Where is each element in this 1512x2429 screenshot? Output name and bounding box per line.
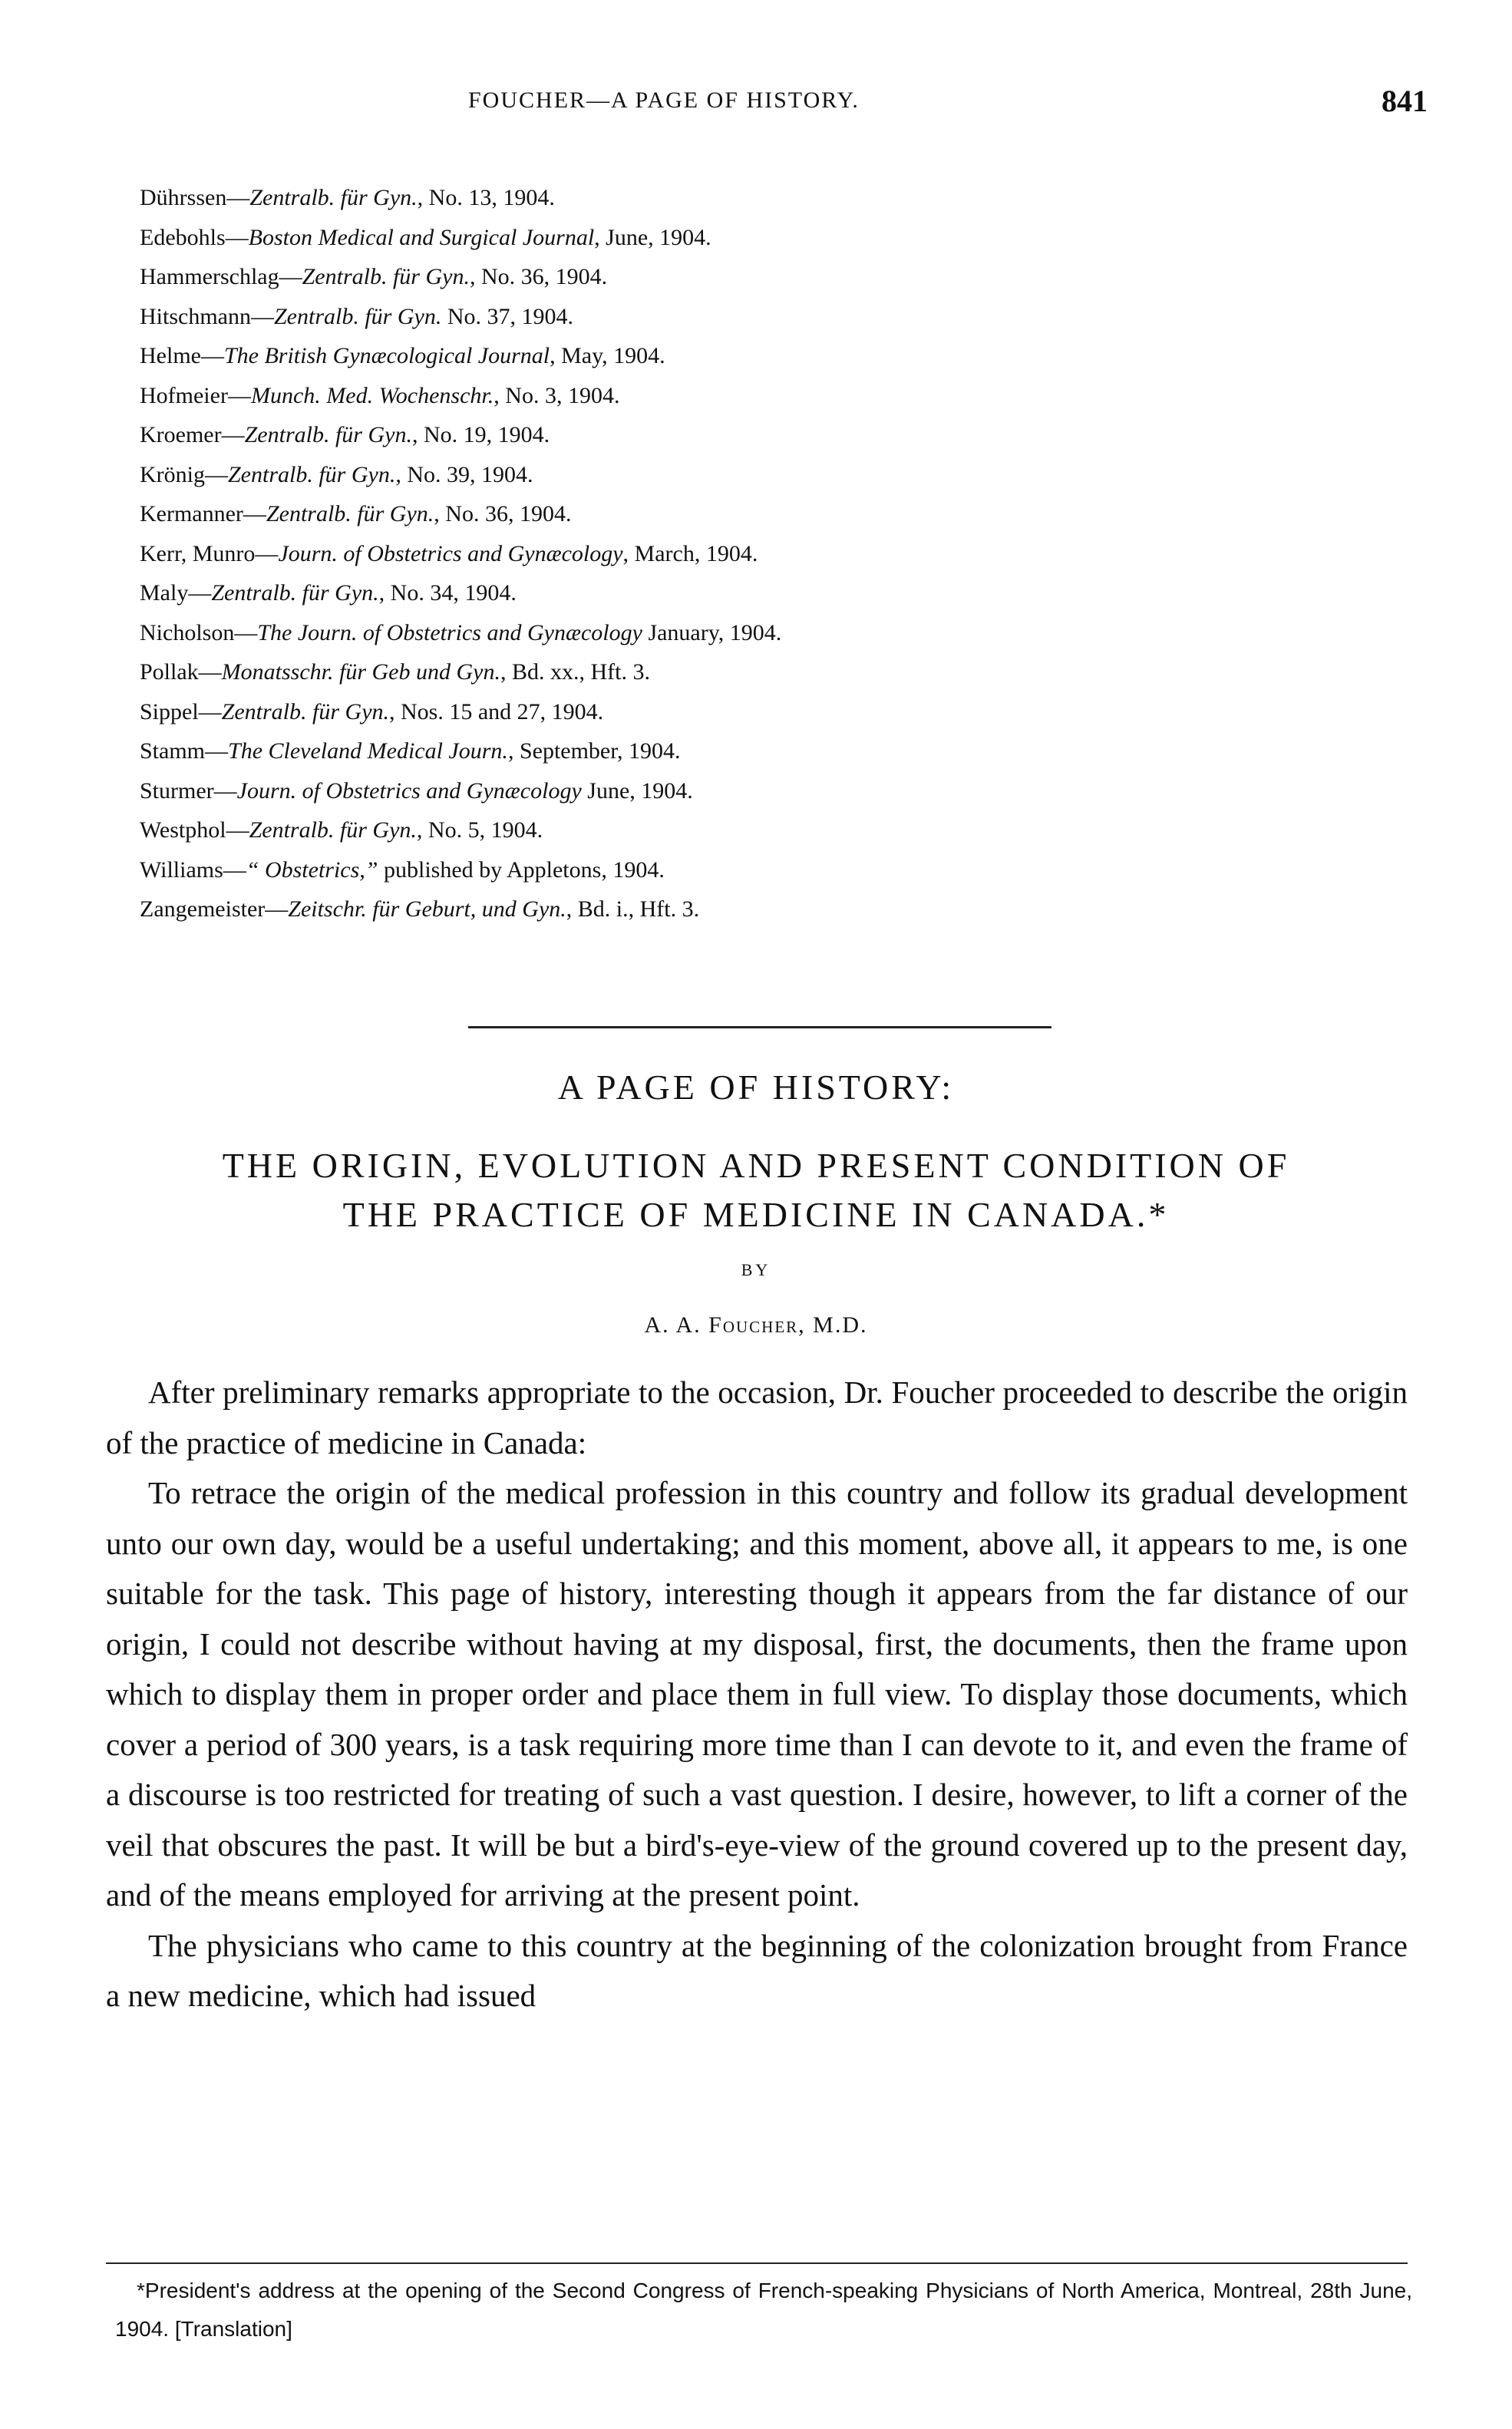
reference-item (140, 534, 1398, 574)
section-divider (468, 1026, 1051, 1028)
footnote: *President's address at the opening of the Second Congress of French-speaking Physicians of North America, Montreal, 28th June, 1904. [Translation] (115, 2279, 1412, 2341)
article-title: A PAGE OF HISTORY: (557, 1068, 955, 1107)
reference-author: Nicholson— (140, 619, 258, 645)
reference-detail: June, 1904. (581, 777, 693, 804)
reference-item (140, 455, 1398, 495)
reference-detail: , September, 1904. (507, 738, 681, 764)
reference-detail: , No. 3, 1904. (494, 382, 620, 408)
reference-item (140, 297, 1398, 337)
reference-item (140, 613, 1398, 653)
reference-detail: , March, 1904. (622, 540, 758, 566)
article-subtitle-line2: THE PRACTICE OF MEDICINE IN CANADA.* (342, 1195, 1170, 1234)
reference-item (140, 336, 1398, 376)
reference-author: Stamm— (140, 738, 229, 764)
reference-detail: , No. 34, 1904. (378, 580, 517, 606)
reference-item (140, 573, 1398, 613)
reference-source: The Cleveland Medical Journ. (228, 738, 508, 764)
reference-detail: , Bd. i., Hft. 3. (566, 896, 700, 922)
reference-author: Pollak— (140, 659, 222, 685)
reference-author: Kerr, Munro— (140, 540, 279, 566)
reference-item (140, 889, 1398, 929)
reference-item (140, 771, 1398, 811)
paragraph: To retrace the origin of the medical profession in this country and follow its gradual development unto our own day, would be a useful undertaking; and this moment, above all, it appears to me, is one suitable for the task. This page of history, interesting though it appears from the far distance of our origin, I could not describe without having at my disposal, first, the documents, then the frame upon which to display them in proper order and place them in full view. To display those documents, which cover a period of 300 years, is a task requiring more time than I can devote to it, and even the frame of a discourse is too restricted for treating of such a vast question. I desire, however, to lift a corner of the veil that obscures the past. It will be but a bird's-eye-view of the ground covered up to the present day, and of the means employed for arriving at the present point. (106, 1475, 1408, 1913)
reference-detail: January, 1904. (642, 619, 782, 645)
reference-source: Zeitschr. für Geburt, und Gyn. (288, 896, 566, 922)
reference-detail: published by Appletons, 1904. (378, 856, 665, 883)
reference-source: The British Gynæcological Journal (223, 343, 550, 368)
reference-item (140, 850, 1398, 890)
reference-source: Zentralb. für Gyn. (302, 264, 470, 289)
reference-detail: No. 37, 1904. (441, 303, 573, 329)
reference-source: Monatsschr. für Geb und Gyn. (221, 659, 500, 685)
reference-source: The Journ. of Obstetrics and Gynæcology (257, 619, 642, 645)
reference-detail: , Nos. 15 and 27, 1904. (389, 698, 604, 724)
reference-detail: , No. 39, 1904. (395, 461, 533, 487)
reference-detail: , June, 1904. (594, 224, 711, 250)
paragraph: The physicians who came to this country at the beginning of the colonization brought from France a new medicine, which had issued (106, 1927, 1408, 2013)
reference-detail: , No. 13, 1904. (417, 185, 555, 210)
reference-detail: , May, 1904. (550, 343, 665, 368)
reference-source: “ Obstetrics,” (246, 856, 378, 883)
reference-item (140, 178, 1398, 218)
reference-source: Journ. of Obstetrics and Gynæcology (278, 540, 623, 566)
reference-item (140, 376, 1398, 416)
byline-label: BY (741, 1260, 771, 1279)
reference-list (140, 178, 1398, 929)
article-subtitle-line1: THE ORIGIN, EVOLUTION AND PRESENT CONDITION OF (222, 1146, 1290, 1185)
reference-item (140, 692, 1398, 732)
reference-detail: , Bd. xx., Hft. 3. (500, 659, 650, 685)
reference-item (140, 415, 1398, 455)
reference-item (140, 810, 1398, 850)
footnote-divider (106, 2262, 1408, 2264)
article-subtitle (0, 1141, 1512, 1239)
reference-source: Zentralb. für Gyn. (228, 461, 396, 487)
running-head (0, 83, 1512, 129)
reference-detail: , No. 36, 1904. (469, 264, 608, 289)
reference-source: Zentralb. für Gyn. (249, 185, 418, 210)
reference-author: Zangemeister— (140, 896, 289, 922)
reference-author: Hofmeier— (140, 382, 251, 408)
paragraph: After preliminary remarks appropriate to the occasion, Dr. Foucher proceeded to describe the origin of the practice of medicine in Canada: (106, 1375, 1408, 1460)
reference-source: Journ. of Obstetrics and Gynæcology (236, 777, 582, 804)
reference-author: Edebohls— (140, 224, 249, 250)
reference-source: Zentralb. für Gyn. (211, 580, 379, 606)
reference-detail: , No. 5, 1904. (416, 817, 543, 843)
reference-item (140, 731, 1398, 771)
reference-author: Kermanner— (140, 501, 266, 526)
reference-item (140, 494, 1398, 534)
reference-item (140, 218, 1398, 258)
reference-source: Zentralb. für Gyn. (221, 698, 390, 724)
reference-source: Zentralb. für Gyn. (249, 817, 417, 843)
reference-author: Dührssen— (140, 185, 250, 210)
reference-author: Westphol— (140, 817, 249, 843)
author-name: A. A. Foucher, M.D. (644, 1312, 868, 1338)
reference-source: Zentralb. für Gyn. (266, 501, 434, 526)
reference-author: Hitschmann— (140, 303, 274, 329)
article-body (106, 1368, 1408, 2021)
reference-source: Zentralb. für Gyn. (244, 422, 412, 447)
reference-author: Maly— (140, 580, 212, 606)
reference-author: Krönig— (140, 461, 228, 487)
reference-detail: , No. 36, 1904. (434, 501, 572, 526)
reference-source: Zentralb. für Gyn. (273, 303, 442, 329)
running-head-title: FOUCHER—A PAGE OF HISTORY. (468, 87, 860, 113)
reference-item (140, 652, 1398, 692)
reference-author: Williams— (140, 856, 246, 883)
reference-source: Boston Medical and Surgical Journal (248, 224, 595, 250)
reference-author: Kroemer— (140, 422, 245, 447)
page-number: 841 (1382, 84, 1428, 118)
reference-author: Sturmer— (140, 777, 237, 804)
reference-item (140, 257, 1398, 297)
reference-source: Munch. Med. Wochenschr. (250, 382, 494, 408)
reference-author: Helme— (140, 343, 224, 368)
reference-author: Sippel— (140, 698, 222, 724)
reference-author: Hammerschlag— (140, 264, 302, 289)
reference-detail: , No. 19, 1904. (411, 422, 550, 447)
